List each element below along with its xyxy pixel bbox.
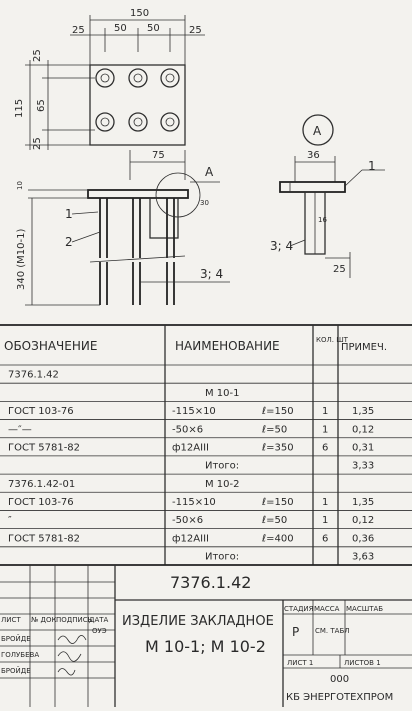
col-date: ДАТА xyxy=(89,616,109,624)
row-name: М 10-1 xyxy=(205,387,240,399)
dim-25-left: 25 xyxy=(72,25,85,36)
header-name: НАИМЕНОВАНИЕ xyxy=(175,339,280,353)
row-name: ф12АIII xyxy=(172,533,209,545)
col-signature: ПОДПИСЬ xyxy=(56,616,93,624)
signature-2 xyxy=(58,652,81,662)
sheet-label: ЛИСТ 1 xyxy=(287,659,314,667)
person-1: БРОЙДЕ xyxy=(1,635,31,643)
row-qty: 1 xyxy=(322,406,329,418)
plate-holes xyxy=(96,69,179,131)
leader-2: 2 xyxy=(65,235,73,249)
signature-1 xyxy=(58,635,86,643)
section-mark-a: A xyxy=(205,165,214,179)
row-note: 1,35 xyxy=(352,497,375,508)
row-note: 0,31 xyxy=(352,442,375,454)
doc-number: 7376.1.42 xyxy=(170,573,252,592)
dim-25-bottom: 25 xyxy=(32,137,43,150)
row-designation: ГОСТ 5781-82 xyxy=(8,442,81,454)
row-name: -50×6 xyxy=(172,424,204,436)
organization: КБ ЭНЕРГОТЕХПРОМ xyxy=(286,692,394,703)
dim-16: 16 xyxy=(318,216,327,224)
date-note: ОУЭ xyxy=(92,627,107,635)
row-note: 0,36 xyxy=(352,533,375,545)
dim-50-b: 50 xyxy=(147,23,160,34)
leader-1: 1 xyxy=(65,207,73,221)
person-2: ГОЛУБЕВА xyxy=(1,651,40,659)
row-name: Итого: xyxy=(205,460,240,472)
row-note: 3,33 xyxy=(352,460,375,472)
dim-30: 30 xyxy=(200,199,209,207)
header-note: ПРИМЕЧ. xyxy=(341,342,388,353)
dim-75: 75 xyxy=(152,150,165,161)
org-code: 000 xyxy=(330,674,350,685)
row-name: Итого: xyxy=(205,551,240,563)
row-designation: ГОСТ 5781-82 xyxy=(8,533,81,545)
dim-150: 150 xyxy=(130,8,150,19)
detail-leader-34: 3; 4 xyxy=(270,239,294,253)
mass-header: МАССА xyxy=(314,605,340,613)
row-name: -115×10 xyxy=(172,406,216,418)
dim-50-a: 50 xyxy=(114,23,127,34)
dim-340: 340 (M10-1) xyxy=(16,228,27,290)
row-length: ℓ=400 xyxy=(262,533,294,545)
detail-a-view xyxy=(270,115,385,278)
row-qty: 6 xyxy=(322,533,329,545)
header-qty: КОЛ. ШТ xyxy=(316,336,348,344)
row-qty: 1 xyxy=(322,497,329,508)
spec-table xyxy=(0,325,412,565)
dim-115: 115 xyxy=(14,98,25,118)
row-note: 0,12 xyxy=(352,515,375,527)
row-designation: ″ xyxy=(8,515,12,527)
row-designation: 7376.1.42-01 xyxy=(8,478,76,490)
row-name: ф12АIII xyxy=(172,442,209,454)
row-note: 1,35 xyxy=(352,406,375,418)
stage-value: Р xyxy=(292,625,300,639)
detail-leader-1: 1 xyxy=(368,159,376,173)
signature-3 xyxy=(58,669,75,676)
detail-a-title: A xyxy=(313,124,322,138)
row-note: 3,63 xyxy=(352,551,375,563)
scale-header: МАСШТАБ xyxy=(346,605,384,613)
item-name: М 10-1; М 10-2 xyxy=(145,637,266,656)
row-length: ℓ=150 xyxy=(262,497,294,508)
row-length: ℓ=150 xyxy=(262,406,294,418)
stage-header: СТАДИЯ xyxy=(284,605,314,613)
row-qty: 6 xyxy=(322,442,329,454)
sheets-label: ЛИСТОВ 1 xyxy=(344,659,381,667)
row-length: ℓ=350 xyxy=(262,442,294,454)
row-length: ℓ=50 xyxy=(262,515,288,527)
row-designation: 7376.1.42 xyxy=(8,369,59,381)
row-designation: —″— xyxy=(8,424,32,436)
row-designation: ГОСТ 103-76 xyxy=(8,406,74,418)
col-doc-no: № ДОК xyxy=(31,616,57,624)
dim-25-detail: 25 xyxy=(333,264,346,275)
dim-10: 10 xyxy=(16,181,24,190)
row-note: 0,12 xyxy=(352,424,375,436)
plan-view xyxy=(14,8,205,150)
row-qty: 1 xyxy=(322,424,329,436)
dim-25-top: 25 xyxy=(32,49,43,62)
row-name: М 10-2 xyxy=(205,478,240,490)
front-view xyxy=(16,150,230,305)
leader-34: 3; 4 xyxy=(200,267,224,281)
row-length: ℓ=50 xyxy=(262,424,288,436)
title-block xyxy=(0,565,412,707)
person-3: БРОЙДЕ xyxy=(1,667,31,675)
row-name: -50×6 xyxy=(172,515,204,527)
header-designation: ОБОЗНАЧЕНИЕ xyxy=(4,339,98,353)
row-qty: 1 xyxy=(322,515,329,527)
row-name: -115×10 xyxy=(172,497,216,508)
dim-65: 65 xyxy=(36,99,47,112)
col-sheet: ЛИСТ xyxy=(1,616,21,624)
item-label: ИЗДЕЛИЕ ЗАКЛАДНОЕ xyxy=(122,614,274,629)
mass-value: СМ. ТАБЛ xyxy=(315,627,350,635)
dim-25-right: 25 xyxy=(189,25,202,36)
row-designation: ГОСТ 103-76 xyxy=(8,497,74,508)
dim-36: 36 xyxy=(307,150,320,161)
